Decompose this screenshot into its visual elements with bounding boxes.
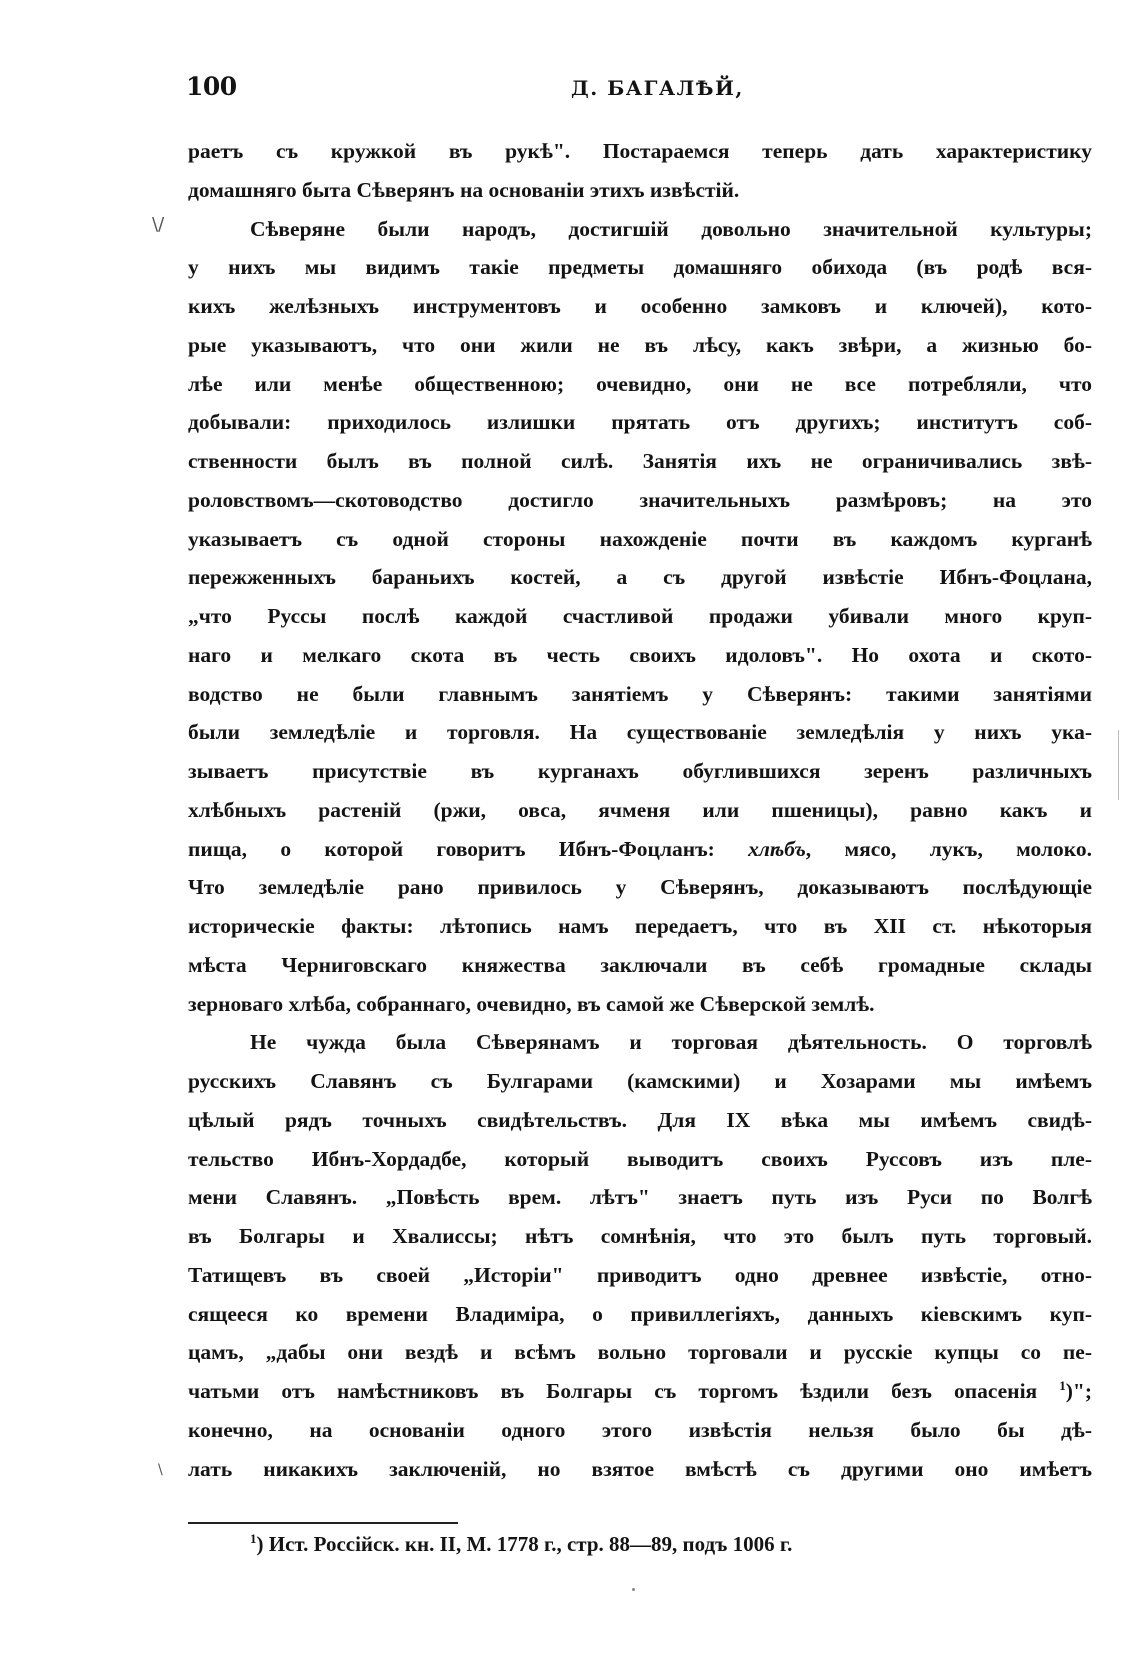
text-line: указываетъ съ одной стороны нахожденіе почти въ каждомъ курганѣ xyxy=(188,526,1092,551)
text-line xyxy=(188,830,1092,869)
footnote-ref[interactable]: 1 xyxy=(1059,1377,1066,1393)
text-fragment: )"; xyxy=(1065,1379,1093,1403)
text-line: Сѣверяне были народъ, достигшій довольно значительной культуры; xyxy=(250,216,1092,241)
text-line: у нихъ мы видимъ такіе предметы домашняго обихода (въ родѣ вся- xyxy=(188,255,1092,280)
page-number: 100 xyxy=(186,72,237,101)
italic-word: хлѣбъ xyxy=(748,836,806,861)
text-line: Не чужда была Сѣверянамъ и торговая дѣятельность. О торговлѣ xyxy=(250,1030,1092,1055)
text-line: зерноваго хлѣба, собраннаго, очевидно, въ самой же Сѣверской землѣ. xyxy=(188,991,875,1016)
footnote-divider xyxy=(188,1522,458,1524)
text-line: мѣста Черниговскаго княжества заключали въ себѣ громадные склады xyxy=(188,952,1092,977)
text-line: хлѣбныхъ растеній (ржи, овса, ячменя или пшеницы), равно какъ и xyxy=(188,797,1092,822)
text-fragment: пища, о которой говоритъ Ибнъ-Фоцланъ: xyxy=(188,836,715,861)
text-line: сящееся ко времени Владиміра, о привиллегіяхъ, данныхъ кіевскимъ куп- xyxy=(188,1301,1092,1326)
scan-speck xyxy=(632,1588,635,1591)
margin-mark: \/ xyxy=(152,214,165,235)
text-line: раетъ съ кружкой въ рукѣ". Постараемся теперь дать характеристику xyxy=(188,139,1092,163)
text-line: наго и мелкаго скота въ честь своихъ идоловъ". Но охота и ското- xyxy=(188,642,1092,667)
text-line: цамъ, „дабы они вездѣ и всѣмъ вольно торговали и русскіе купцы со пе- xyxy=(188,1340,1092,1365)
text-line: тельство Ибнъ-Хордадбе, который выводитъ своихъ Руссовъ изъ пле- xyxy=(188,1146,1092,1171)
page-header xyxy=(186,72,1096,112)
text-line: цѣлый рядъ точныхъ свидѣтельствъ. Для IX вѣка мы имѣемъ свидѣ- xyxy=(188,1107,1092,1132)
text-line: историческіе факты: лѣтопись намъ передаетъ, что въ XII ст. нѣкоторыя xyxy=(188,914,1092,938)
footnote xyxy=(250,1532,792,1557)
text-line: лѣе или менѣе общественною; очевидно, они не все потребляли, что xyxy=(188,371,1092,396)
text-line: кихъ желѣзныхъ инструментовъ и особенно замковъ и ключей), кото- xyxy=(188,294,1092,318)
footnote-text: ) Ист. Россійск. кн. II, М. 1778 г., стр. 88—89, подъ 1006 г. xyxy=(256,1532,793,1556)
text-line: зываетъ присутствіе въ курганахъ обуглившихся зеренъ различныхъ xyxy=(188,759,1092,783)
text-line: Татищевъ въ своей „Исторіи" приводитъ одно древнее извѣстіе, отно- xyxy=(188,1262,1092,1287)
text-line: добывали: приходилось излишки прятать отъ другихъ; институтъ соб- xyxy=(188,410,1092,435)
text-line: домашняго быта Сѣверянъ на основаніи этихъ извѣстій. xyxy=(188,177,740,202)
text-line: лать никакихъ заключеній, но взятое вмѣстѣ съ другими оно имѣетъ xyxy=(188,1456,1092,1481)
text-line: въ Болгары и Хвалиссы; нѣтъ сомнѣнія, что это былъ путь торговый. xyxy=(188,1224,1092,1248)
text-line: русскихъ Славянъ съ Булгарами (камскими) и Хозарами мы имѣемъ xyxy=(188,1069,1092,1093)
footnote-marker: 1 xyxy=(250,1531,257,1546)
text-line: водство не были главнымъ занятіемъ у Сѣверянъ: такими занятіями xyxy=(188,681,1092,706)
text-line: ственности былъ въ полной силѣ. Занятія ихъ не ограничивались звѣ- xyxy=(188,449,1092,473)
text-line: роловствомъ—скотоводство достигло значительныхъ размѣровъ; на это xyxy=(188,487,1092,512)
text-line xyxy=(188,1372,1092,1411)
text-line: были земледѣліе и торговля. На существованіе земледѣлія у нихъ ука- xyxy=(188,720,1092,745)
text-line: Что земледѣліе рано привилось у Сѣверянъ, доказываютъ послѣдующіе xyxy=(188,875,1092,900)
margin-mark: \ xyxy=(158,1462,163,1478)
text-fragment: , мясо, лукъ, молоко. xyxy=(805,836,1092,861)
text-line: „что Руссы послѣ каждой счастливой продажи убивали много круп- xyxy=(188,604,1092,628)
text-line: рые указываютъ, что они жили не въ лѣсу, какъ звѣри, а жизнью бо- xyxy=(188,332,1092,357)
scan-artifact xyxy=(1118,730,1119,800)
text-line: пережженныхъ бараньихъ костей, а съ другой извѣстіе Ибнъ-Фоцлана, xyxy=(188,565,1092,590)
text-line: конечно, на основаніи одного этого извѣстія нельзя было бы дѣ- xyxy=(188,1417,1092,1442)
text-line: мени Славянъ. „Повѣсть врем. лѣтъ" знаетъ путь изъ Руси по Волгѣ xyxy=(188,1185,1092,1210)
text-fragment: чатьми отъ намѣстниковъ въ Болгары съ торгомъ ѣздили безъ опасенія xyxy=(188,1379,1038,1403)
body-text xyxy=(188,132,1092,1488)
running-head: Д. БАГАЛѢЙ, xyxy=(571,76,744,100)
